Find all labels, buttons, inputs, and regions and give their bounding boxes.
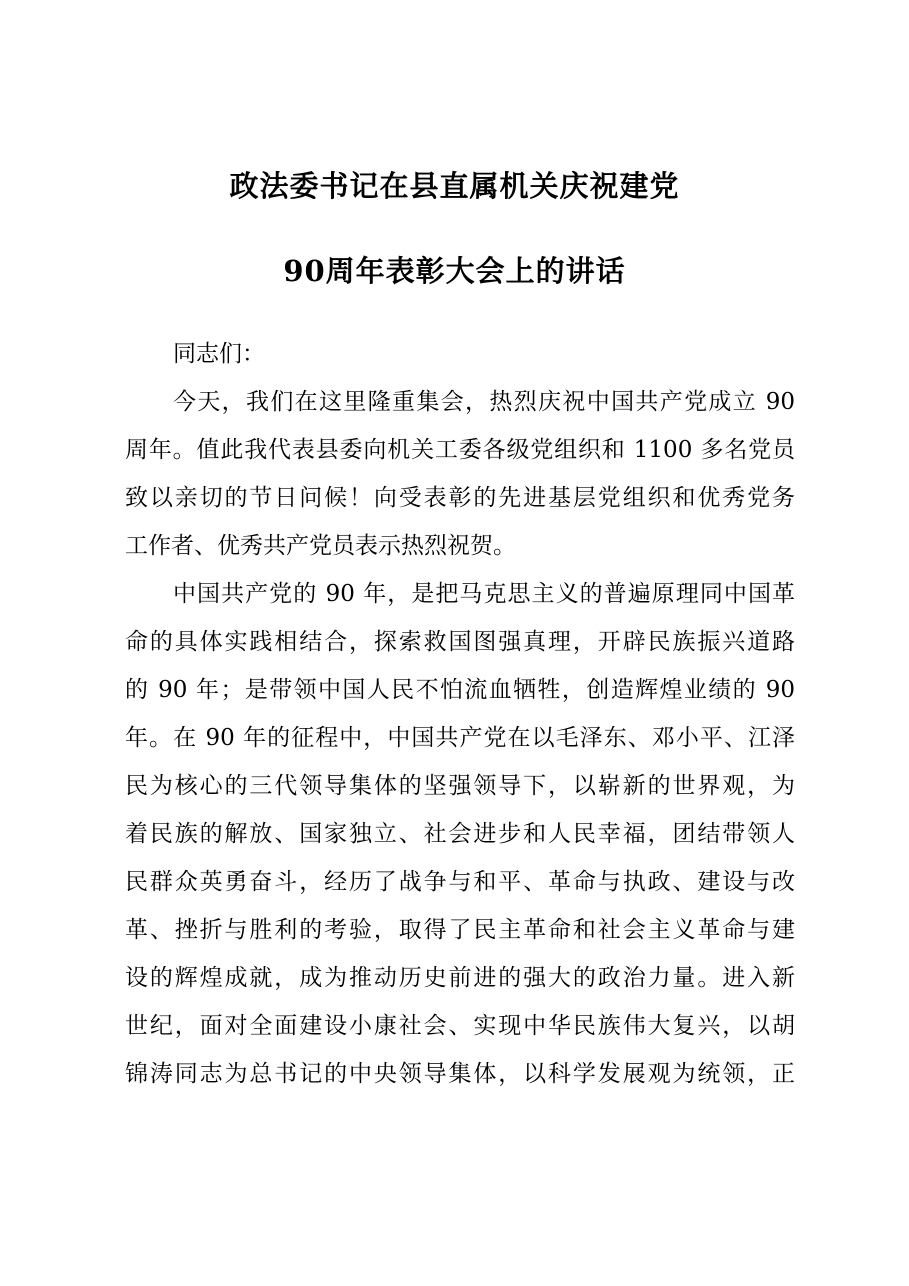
body-line: 命的具体实践相结合，探索救国图强真理，开辟民族振兴道路 (125, 629, 795, 655)
body-line: 锦涛同志为总书记的中央领导集体，以科学发展观为统领，正 (125, 1061, 795, 1087)
body-line: 周年。值此我代表县委向机关工委各级党组织和 1100 多名党员 (125, 437, 795, 463)
body-line: 着民族的解放、国家独立、社会进步和人民幸福，团结带领人 (125, 821, 795, 847)
salutation: 同志们： (173, 341, 265, 367)
body-line: 民为核心的三代领导集体的坚强领导下，以崭新的世界观，为 (125, 773, 795, 799)
body-line: 今天，我们在这里隆重集会，热烈庆祝中国共产党成立 90 (173, 389, 795, 415)
document-title-line-1: 政法委书记在县直属机关庆祝建党 (229, 169, 680, 203)
body-line: 世纪，面对全面建设小康社会、实现中华民族伟大复兴，以胡 (125, 1013, 795, 1039)
body-line: 致以亲切的节日问候！向受表彰的先进基层党组织和优秀党务 (125, 485, 795, 511)
body-line: 工作者、优秀共产党员表示热烈祝贺。 (125, 533, 516, 559)
document-title-line-2: 90周年表彰大会上的讲话 (283, 254, 626, 288)
body-line: 的 90 年；是带领中国人民不怕流血牺牲，创造辉煌业绩的 90 (125, 677, 795, 703)
body-line: 中国共产党的 90 年，是把马克思主义的普遍原理同中国革 (173, 581, 795, 607)
body-line: 民群众英勇奋斗，经历了战争与和平、革命与执政、建设与改 (125, 869, 795, 895)
body-line: 年。在 90 年的征程中，中国共产党在以毛泽东、邓小平、江泽 (125, 725, 795, 751)
body-line: 设的辉煌成就，成为推动历史前进的强大的政治力量。进入新 (125, 965, 795, 991)
body-line: 革、挫折与胜利的考验，取得了民主革命和社会主义革命与建 (125, 917, 795, 943)
